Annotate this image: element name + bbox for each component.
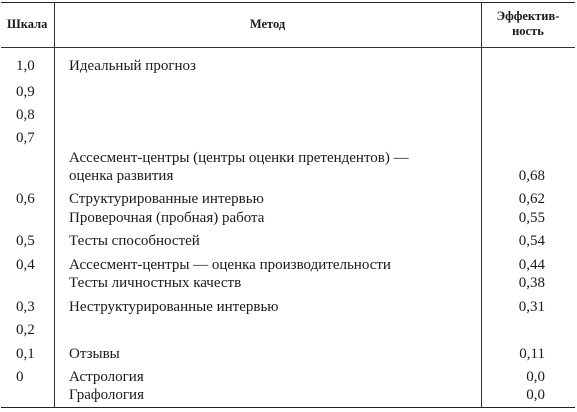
effectiveness-value: 0,68 bbox=[518, 168, 545, 184]
effectiveness-value: 0,0 bbox=[526, 369, 545, 385]
method-name: Тесты способностей bbox=[69, 233, 200, 249]
column-divider bbox=[54, 3, 55, 407]
effectiveness-value: 0,0 bbox=[526, 387, 545, 403]
effectiveness-value: 0,31 bbox=[518, 299, 545, 315]
header-effectiveness-line2: ность bbox=[512, 24, 544, 38]
scale-label: 0,5 bbox=[16, 233, 35, 249]
method-name: Отзывы bbox=[69, 346, 120, 362]
method-name: Ассесмент-центры — оценка производительности bbox=[69, 257, 391, 273]
method-name: оценка развития bbox=[69, 168, 174, 184]
effectiveness-value: 0,62 bbox=[518, 191, 545, 207]
method-name: Идеальный прогноз bbox=[69, 58, 196, 74]
scale-label: 0,3 bbox=[16, 299, 35, 315]
effectiveness-value: 0,54 bbox=[518, 233, 545, 249]
scale-label: 0,6 bbox=[16, 191, 35, 207]
header-scale: Шкала bbox=[7, 17, 48, 31]
header-method: Метод bbox=[249, 17, 286, 31]
header-effectiveness-line1: Эффектив- bbox=[496, 9, 560, 23]
scale-label: 0,8 bbox=[16, 107, 35, 123]
header-effectiveness bbox=[481, 9, 575, 39]
scale-label: 0,2 bbox=[16, 322, 35, 338]
header-divider bbox=[1, 47, 575, 48]
effectiveness-value: 0,55 bbox=[518, 210, 545, 226]
method-name: Графология bbox=[69, 387, 144, 403]
method-name: Астрология bbox=[69, 369, 144, 385]
scale-label: 0,4 bbox=[16, 257, 35, 273]
scale-label: 0,7 bbox=[16, 130, 35, 146]
scale-label: 0,1 bbox=[16, 346, 35, 362]
method-name: Структурированные интервью bbox=[69, 191, 264, 207]
method-name: Проверочная (пробная) работа bbox=[69, 210, 265, 226]
method-name: Тесты личностных качеств bbox=[69, 275, 242, 291]
column-divider bbox=[481, 3, 482, 407]
scale-label: 0,9 bbox=[16, 84, 35, 100]
scale-label: 0 bbox=[16, 369, 24, 385]
effectiveness-table bbox=[1, 2, 575, 408]
scale-label: 1,0 bbox=[16, 58, 35, 74]
method-name: Неструктурированные интервью bbox=[69, 299, 279, 315]
effectiveness-value: 0,11 bbox=[519, 346, 545, 362]
effectiveness-value: 0,44 bbox=[518, 257, 545, 273]
effectiveness-value: 0,38 bbox=[518, 275, 545, 291]
method-name: Ассесмент-центры (центры оценки претендентов) — bbox=[69, 150, 409, 166]
